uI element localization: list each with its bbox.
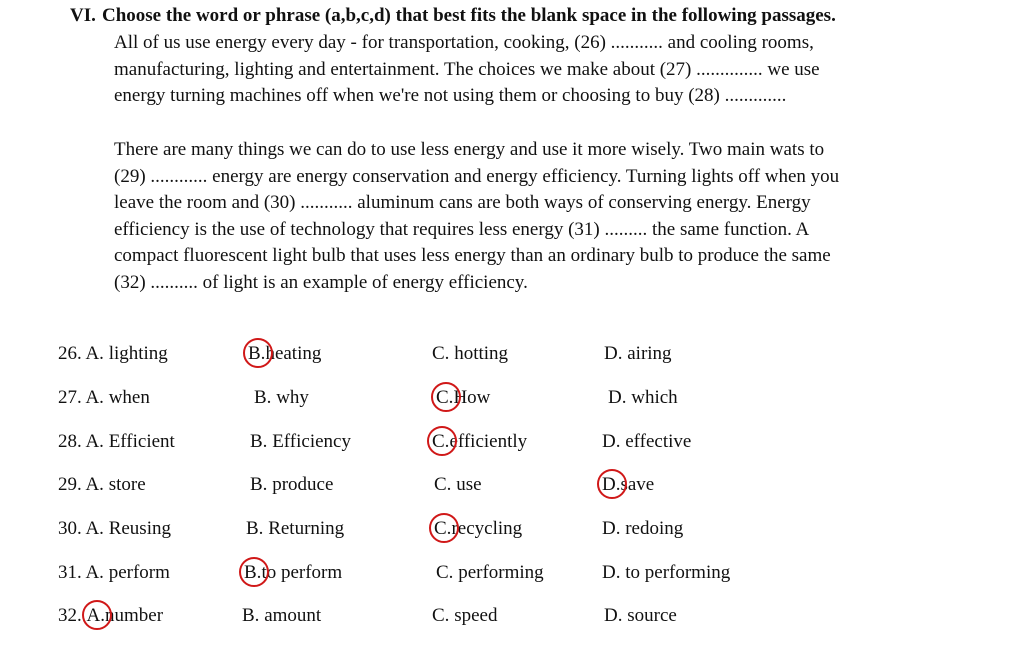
option-letter: D.: [602, 562, 621, 583]
option-text: to perform: [261, 562, 343, 583]
option-letter: D.: [604, 605, 623, 626]
option-text: redoing: [625, 518, 684, 539]
option-text: produce: [272, 474, 334, 495]
section-heading: [70, 4, 836, 28]
selected-answer-circle: [432, 430, 449, 454]
option-text: to performing: [625, 562, 731, 583]
question-number: 28.: [58, 431, 86, 452]
question-number: 31.: [58, 562, 86, 583]
option-text: store: [108, 474, 146, 495]
option-27-b[interactable]: [254, 386, 309, 410]
option-26-b[interactable]: [248, 342, 321, 366]
question-number: 27.: [58, 387, 86, 408]
option-letter: C.: [434, 518, 452, 539]
option-letter: A.: [86, 605, 105, 626]
option-26-d[interactable]: [604, 342, 672, 366]
option-letter: C.: [432, 343, 450, 364]
option-letter: C.: [434, 474, 452, 495]
option-30-b[interactable]: [246, 517, 344, 541]
option-text: source: [627, 605, 677, 626]
option-letter: B.: [248, 343, 266, 364]
option-28-d[interactable]: [602, 430, 691, 454]
option-letter: A.: [85, 518, 104, 539]
option-32-c[interactable]: [432, 604, 497, 628]
selected-answer-circle: [87, 604, 105, 628]
option-letter: D.: [602, 474, 621, 495]
option-32-b[interactable]: [242, 604, 321, 628]
option-28-c[interactable]: [432, 430, 527, 454]
option-text: which: [631, 387, 678, 408]
option-27-d[interactable]: [608, 386, 678, 410]
passage-line: (29) ............ energy are energy conservation and energy efficiency. Turning lights off when you: [114, 165, 840, 187]
option-32-a[interactable]: [58, 604, 163, 628]
option-letter: B.: [254, 387, 272, 408]
option-text: lighting: [108, 343, 168, 364]
option-letter: C.: [436, 387, 454, 408]
option-28-a[interactable]: [58, 430, 175, 454]
option-31-a[interactable]: [58, 561, 170, 585]
option-30-d[interactable]: [602, 517, 683, 541]
option-text: hotting: [454, 343, 509, 364]
option-31-c[interactable]: [436, 561, 544, 585]
option-text: performing: [458, 562, 544, 583]
section-instruction: Choose the word or phrase (a,b,c,d) that best fits the blank space in the following passages.: [102, 5, 836, 26]
passage-line: efficiency is the use of technology that requires less energy (31) ......... the same function. A: [114, 218, 810, 240]
option-text: when: [108, 387, 150, 408]
option-text: Efficiency: [272, 431, 351, 452]
option-letter: D.: [604, 343, 623, 364]
option-text: How: [453, 387, 491, 408]
option-29-c[interactable]: [434, 473, 482, 497]
option-text: number: [104, 605, 164, 626]
option-text: amount: [264, 605, 322, 626]
selected-answer-circle: [248, 342, 265, 366]
passage-line: energy turning machines off when we're not using them or choosing to buy (28) .............: [114, 85, 787, 106]
option-30-a[interactable]: [58, 517, 171, 541]
option-letter: C.: [432, 431, 450, 452]
option-letter: D.: [608, 387, 627, 408]
option-text: recycling: [451, 518, 523, 539]
option-letter: A.: [85, 343, 104, 364]
passage-line: compact fluorescent light bulb that uses less energy than an ordinary bulb to produce the same: [114, 245, 831, 266]
option-text: airing: [627, 343, 672, 364]
option-letter: B.: [246, 518, 264, 539]
selected-answer-circle: [434, 517, 451, 541]
passage-line: leave the room and (30) ........... aluminum cans are both ways of conserving energy. Energy: [114, 192, 811, 213]
section-number: VI.: [70, 5, 96, 26]
option-31-d[interactable]: [602, 561, 730, 585]
option-28-b[interactable]: [250, 430, 351, 454]
option-29-d[interactable]: [602, 473, 654, 497]
option-letter: B.: [250, 431, 268, 452]
option-letter: A.: [85, 474, 104, 495]
selected-answer-circle: [436, 386, 453, 410]
option-letter: B.: [244, 562, 262, 583]
option-letter: D.: [602, 431, 621, 452]
option-letter: B.: [250, 474, 268, 495]
option-letter: D.: [602, 518, 621, 539]
option-text: speed: [454, 605, 498, 626]
option-29-a[interactable]: [58, 473, 146, 497]
option-letter: C.: [432, 605, 450, 626]
option-text: effective: [625, 431, 692, 452]
selected-answer-circle: [602, 473, 620, 497]
option-32-d[interactable]: [604, 604, 677, 628]
question-number: 29.: [58, 474, 86, 495]
option-29-b[interactable]: [250, 473, 333, 497]
option-text: perform: [108, 562, 170, 583]
option-27-c[interactable]: [436, 386, 490, 410]
passage-1: [114, 30, 820, 110]
option-text: heating: [265, 343, 322, 364]
option-letter: B.: [242, 605, 260, 626]
option-26-a[interactable]: [58, 342, 168, 366]
option-letter: A.: [85, 387, 104, 408]
passage-line: (32) .......... of light is an example of energy efficiency.: [114, 271, 528, 293]
option-text: Returning: [268, 518, 345, 539]
option-text: Efficient: [108, 431, 175, 452]
option-letter: A.: [85, 562, 104, 583]
option-30-c[interactable]: [434, 517, 522, 541]
option-text: Reusing: [108, 518, 171, 539]
option-text: save: [620, 474, 655, 495]
option-text: use: [456, 474, 482, 495]
passage-2: [114, 137, 839, 296]
question-number: 26.: [58, 343, 86, 364]
question-number: 30.: [58, 518, 86, 539]
question-number: 32.: [58, 605, 87, 626]
option-text: why: [276, 387, 309, 408]
option-31-b[interactable]: [244, 561, 342, 585]
passage-line: All of us use energy every day - for transportation, cooking, (26) ........... and cooling rooms,: [114, 32, 814, 53]
option-27-a[interactable]: [58, 386, 150, 410]
passage-line: There are many things we can do to use less energy and use it more wisely. Two main wats to: [114, 139, 825, 160]
selected-answer-circle: [244, 561, 261, 585]
option-26-c[interactable]: [432, 342, 508, 366]
option-letter: C.: [436, 562, 454, 583]
option-letter: A.: [85, 431, 104, 452]
option-text: efficiently: [449, 431, 528, 452]
passage-line: manufacturing, lighting and entertainment. The choices we make about (27) .............. we use: [114, 58, 820, 80]
